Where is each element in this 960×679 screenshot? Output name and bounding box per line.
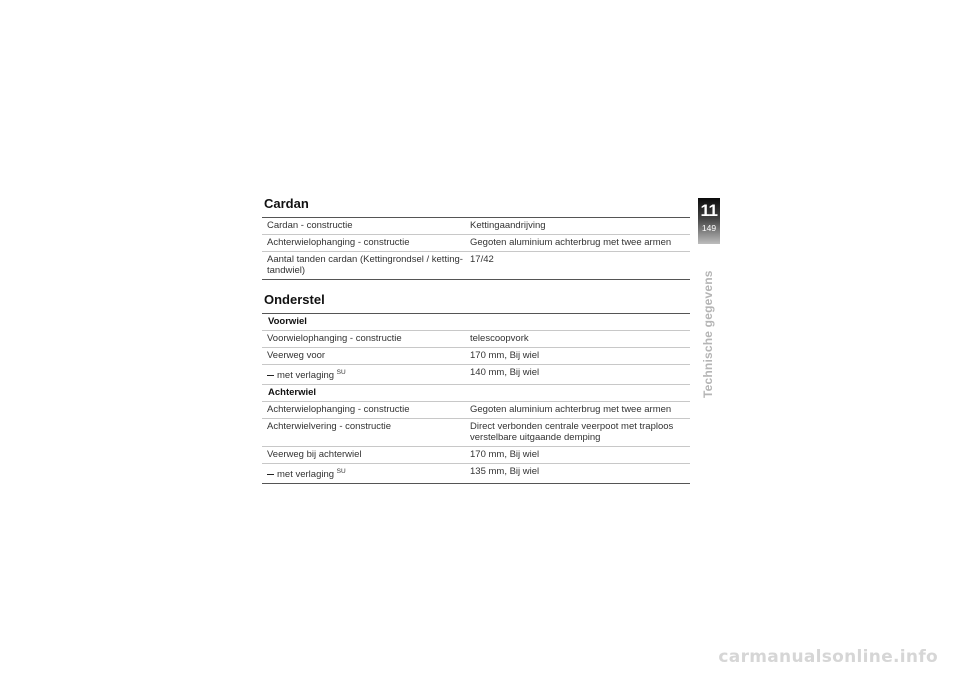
spec-value: 170 mm, Bij wiel bbox=[467, 348, 690, 365]
spec-value: 17/42 bbox=[467, 252, 690, 280]
spec-value: telescoopvork bbox=[467, 331, 690, 348]
table-row bbox=[262, 218, 690, 235]
watermark: carmanualsonline.info bbox=[718, 647, 938, 667]
cardan-table bbox=[262, 217, 690, 280]
document-content bbox=[262, 196, 690, 484]
sub-key-label: met verlaging bbox=[277, 469, 335, 480]
section-title-cardan: Cardan bbox=[264, 196, 309, 211]
subheading-achterwiel: Achterwiel bbox=[262, 385, 690, 402]
section-title-onderstel: Onderstel bbox=[264, 292, 325, 307]
table-row bbox=[262, 365, 690, 385]
option-superscript: SU bbox=[336, 369, 346, 376]
table-row bbox=[262, 252, 690, 280]
table-row bbox=[262, 348, 690, 365]
chapter-number: 11 bbox=[700, 201, 718, 220]
table-row bbox=[262, 447, 690, 464]
subheading-row bbox=[262, 385, 690, 402]
spec-key-sub bbox=[262, 464, 467, 484]
subheading-voorwiel: Voorwiel bbox=[262, 314, 690, 331]
spec-key: Achterwielophanging - constructie bbox=[262, 402, 467, 419]
spec-key-sub bbox=[262, 365, 467, 385]
spec-key: Veerweg bij achterwiel bbox=[262, 447, 467, 464]
spec-key: Aantal tanden cardan (Kettingrondsel / ketting-tandwiel) bbox=[262, 252, 467, 280]
subheading-row bbox=[262, 314, 690, 331]
option-superscript: SU bbox=[336, 468, 346, 475]
spec-key: Achterwielophanging - constructie bbox=[262, 235, 467, 252]
spec-key: Voorwielophanging - constructie bbox=[262, 331, 467, 348]
dash-icon bbox=[267, 375, 274, 376]
spec-value: Gegoten aluminium achterbrug met twee armen bbox=[467, 235, 690, 252]
table-row bbox=[262, 331, 690, 348]
spec-key: Cardan - constructie bbox=[262, 218, 467, 235]
spec-value: 135 mm, Bij wiel bbox=[467, 464, 690, 484]
spec-value: Direct verbonden centrale veerpoot met traploos verstelbare uitgaande demping bbox=[467, 419, 690, 447]
spec-value: 140 mm, Bij wiel bbox=[467, 365, 690, 385]
spec-value: Gegoten aluminium achterbrug met twee armen bbox=[467, 402, 690, 419]
chapter-side-label: Technische gegevens bbox=[701, 270, 715, 398]
table-row bbox=[262, 402, 690, 419]
spec-key: Veerweg voor bbox=[262, 348, 467, 365]
spec-key: Achterwielvering - constructie bbox=[262, 419, 467, 447]
table-row bbox=[262, 419, 690, 447]
table-row bbox=[262, 464, 690, 484]
page-number: 149 bbox=[701, 223, 717, 233]
spec-value: Kettingaandrijving bbox=[467, 218, 690, 235]
spec-value: 170 mm, Bij wiel bbox=[467, 447, 690, 464]
chapter-tab bbox=[698, 198, 720, 244]
onderstel-table bbox=[262, 313, 690, 484]
sub-key-label: met verlaging bbox=[277, 370, 335, 381]
table-row bbox=[262, 235, 690, 252]
dash-icon bbox=[267, 474, 274, 475]
